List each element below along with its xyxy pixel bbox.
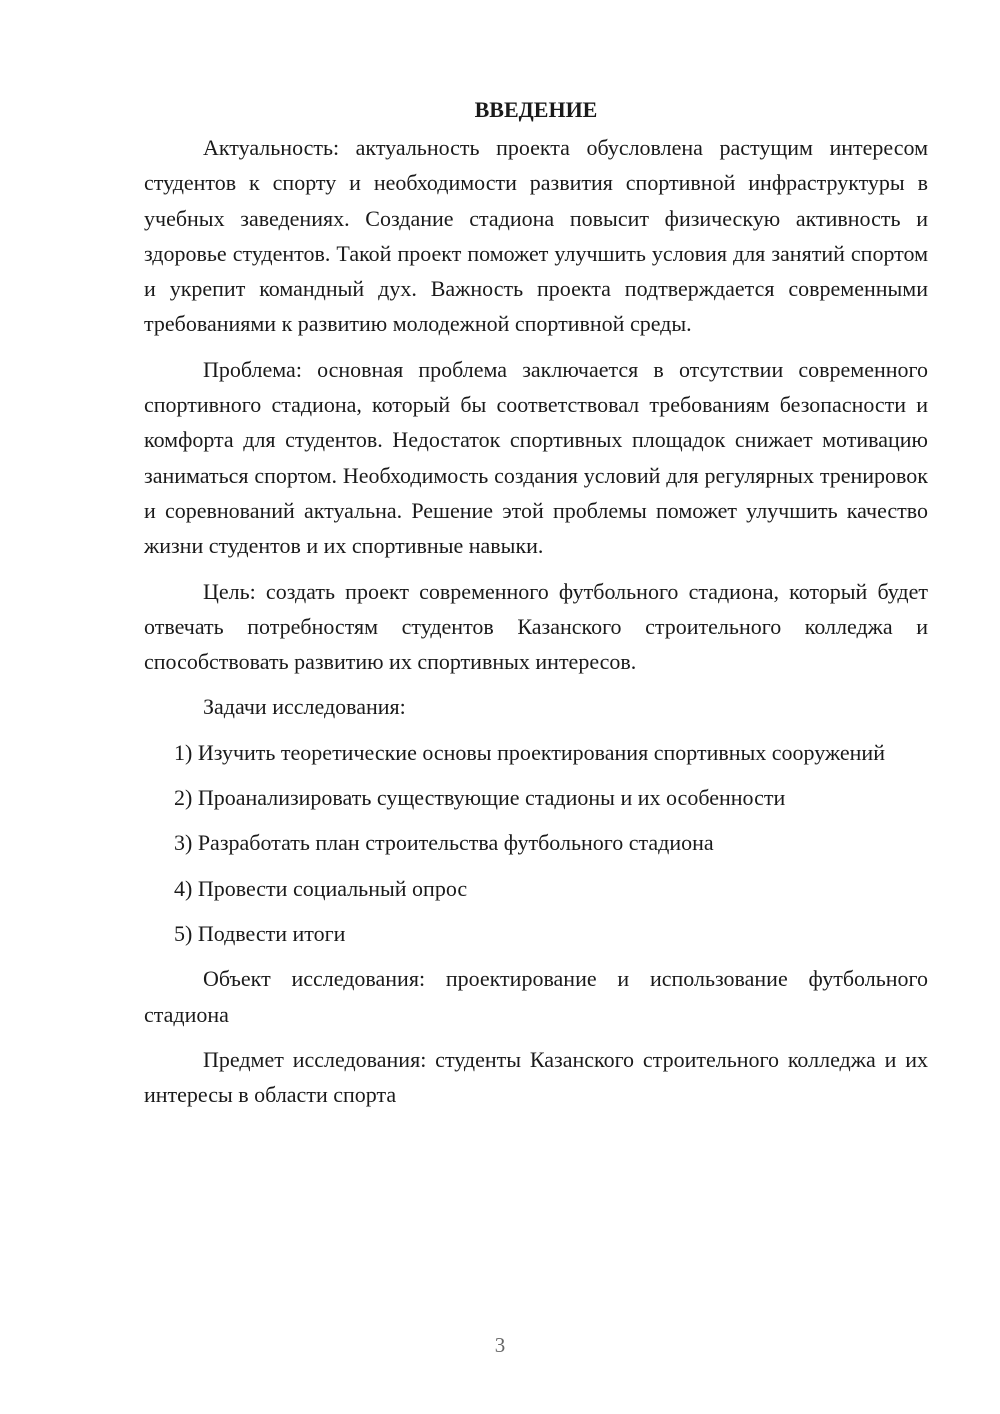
subject-paragraph: Предмет исследования: студенты Казанского строительного колледжа и их интересы в области спорта [144, 1046, 928, 1108]
task-list [144, 735, 928, 951]
goal-paragraph: Цель: создать проект современного футбольного стадиона, который будет отвечать потребностям студентов Казанского строительного колледжа и способствовать развитию их спортивных интересов. [144, 578, 928, 675]
task-item-3: 3) Разработать план строительства футбольного стадиона [174, 830, 714, 856]
document-page [144, 90, 928, 1122]
task-item-5: 5) Подвести итоги [174, 920, 346, 946]
task-item-2: 2) Проанализировать существующие стадионы и их особенности [174, 785, 786, 811]
object-paragraph: Объект исследования: проектирование и использование футбольного стадиона [144, 966, 928, 1027]
relevance-paragraph: Актуальность: актуальность проекта обусловлена растущим интересом студентов к спорту и необходимости развития спортивной инфраструктуры в учебных заведениях. Создание стадиона повысит физическую активность и здоровье студентов. Такой проект поможет улучшить условия для занятий спортом и укрепит командный дух. Важность проекта подтверждается современными требованиями к развитию молодежной спортивной среды. [144, 135, 928, 337]
section-heading: ВВЕДЕНИЕ [474, 97, 598, 122]
page-number: 3 [494, 1333, 506, 1357]
tasks-title: Задачи исследования: [203, 694, 406, 720]
task-item-4: 4) Провести социальный опрос [174, 875, 468, 901]
task-item-1: 1) Изучить теоретические основы проектирования спортивных сооружений [174, 739, 885, 765]
problem-paragraph: Проблема: основная проблема заключается в отсутствии современного спортивного стадиона, который бы соответствовал требованиям безопасности и комфорта для студентов. Недостаток спортивных площадок снижает мотивацию заниматься спортом. Необходимость создания условий для регулярных тренировок и соревнований актуальна. Решение этой проблемы поможет улучшить качество жизни студентов и их спортивные навыки. [144, 356, 928, 559]
